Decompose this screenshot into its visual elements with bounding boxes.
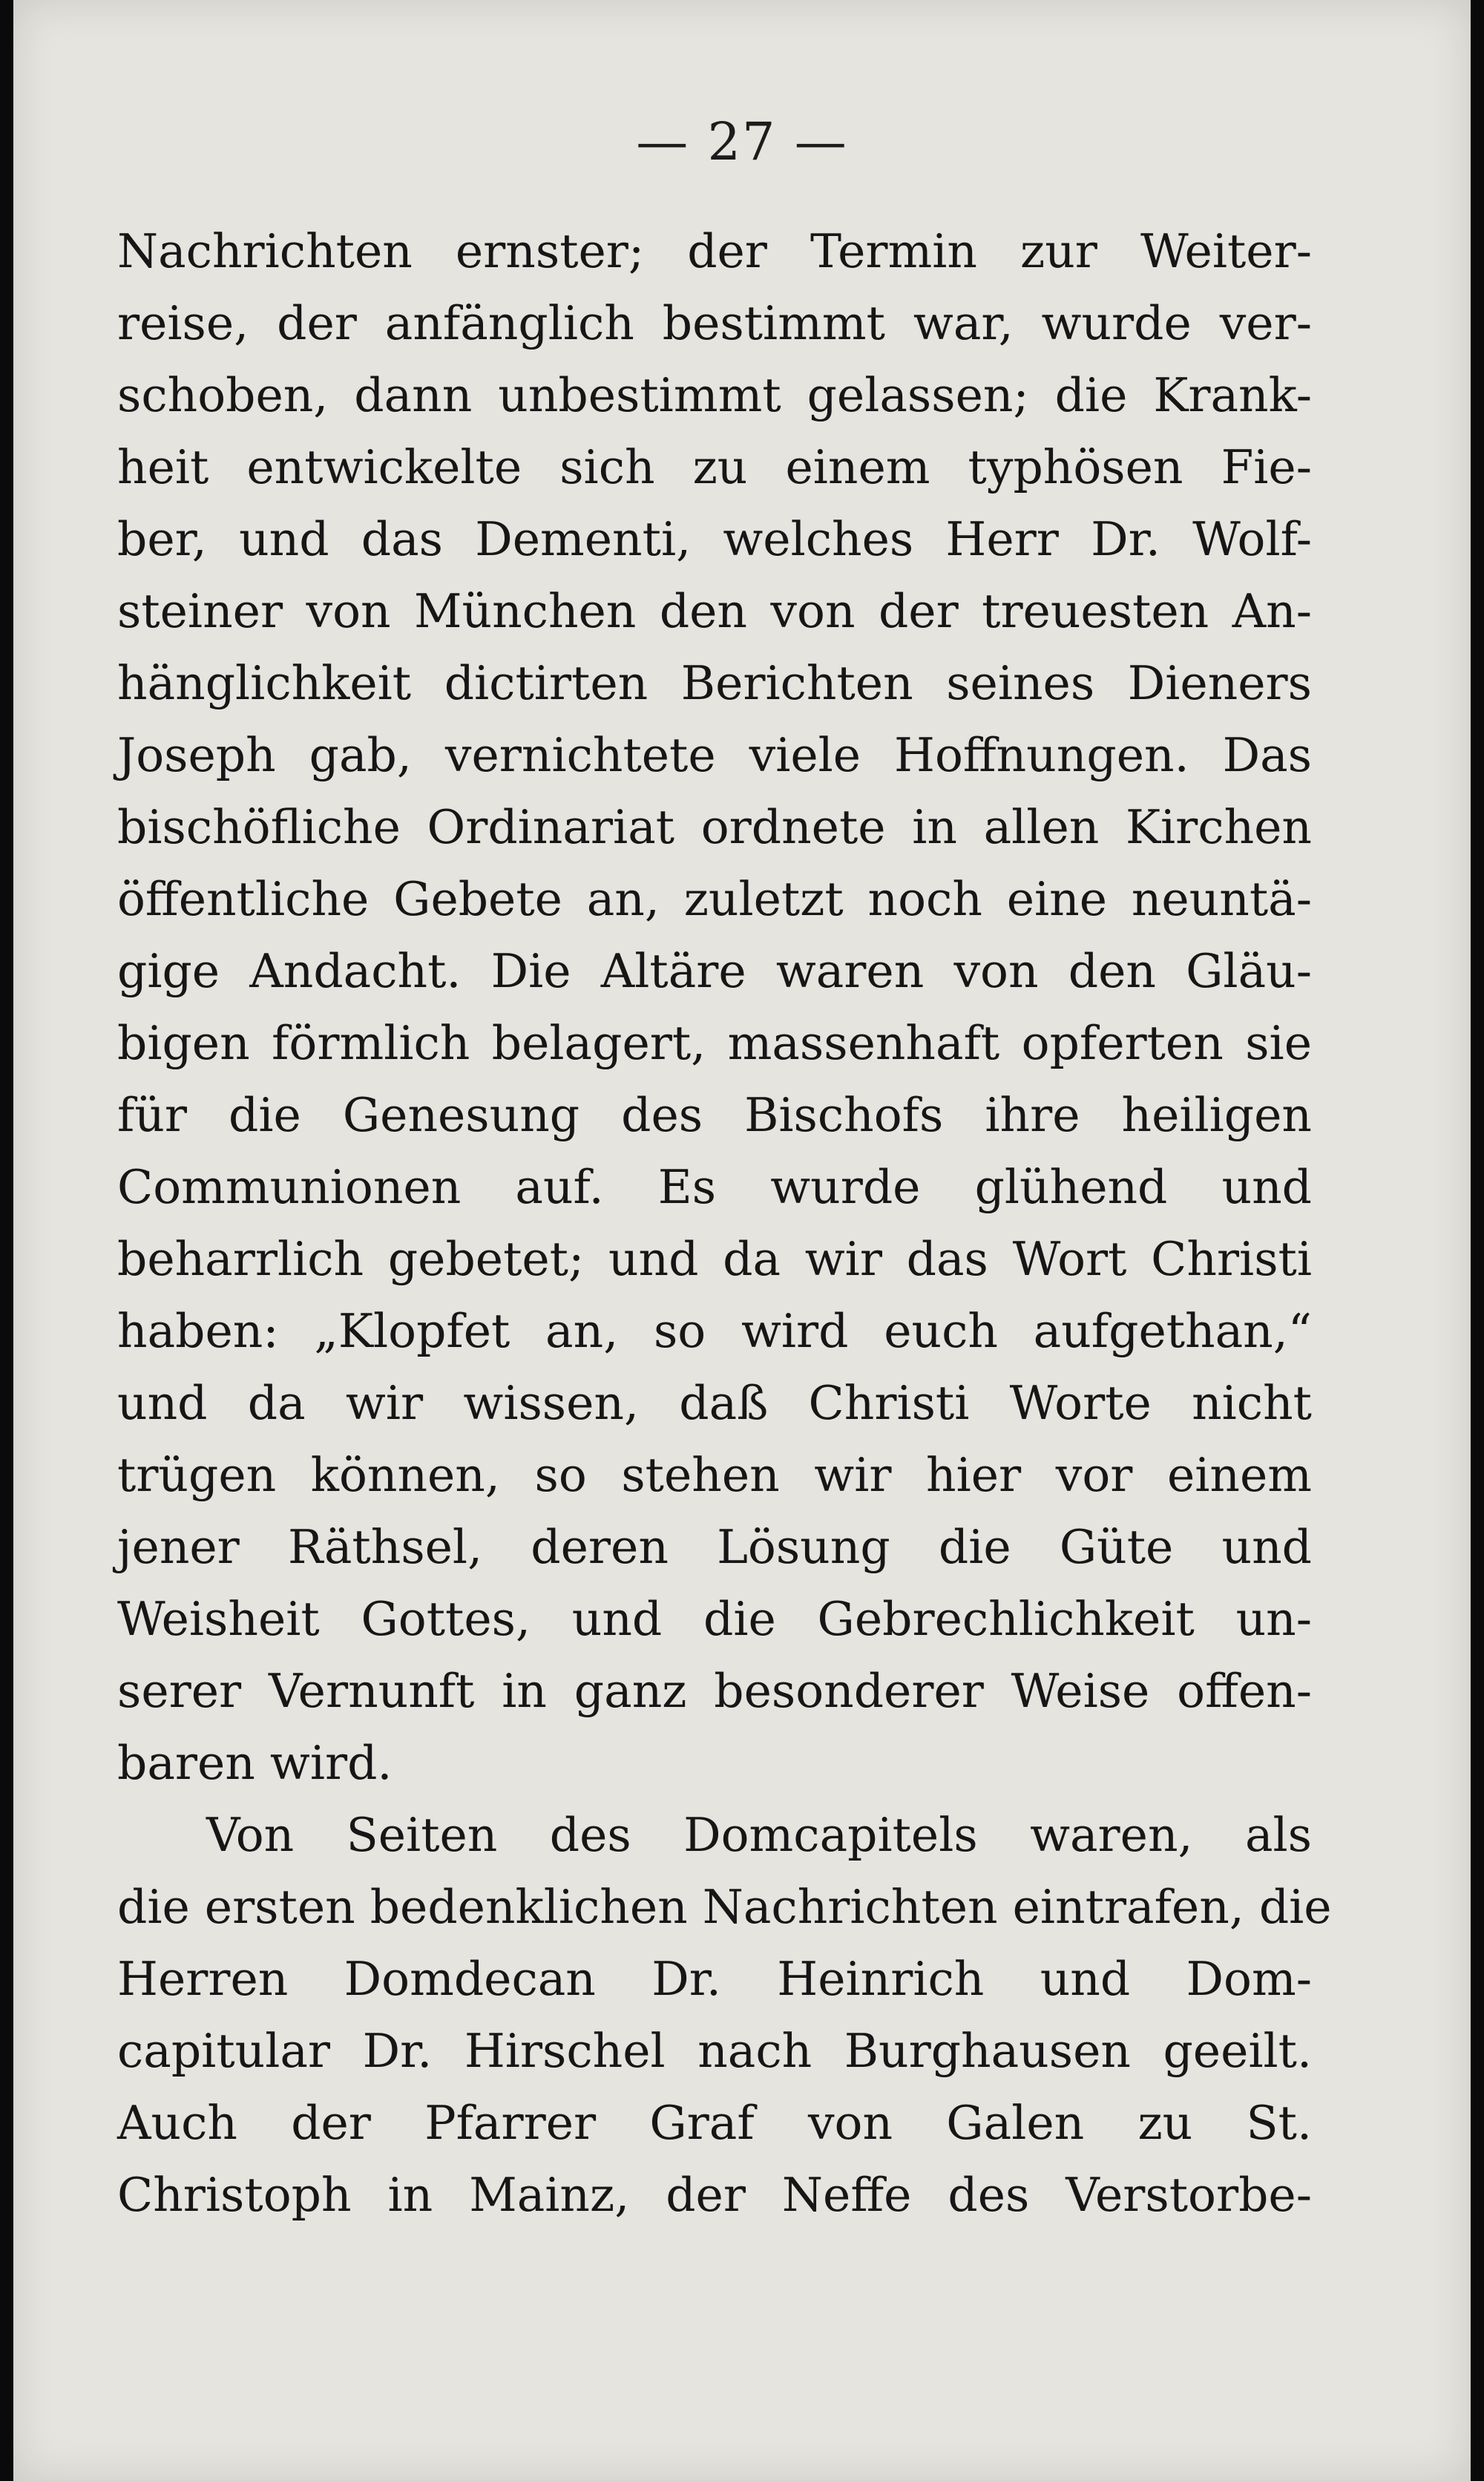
- text-line: bigen förmlich belagert, massenhaft opferten sie: [117, 1016, 1312, 1070]
- text-line: jener Räthsel, deren Lösung die Güte und: [117, 1520, 1312, 1574]
- text-line: serer Vernunft in ganz besonderer Weise offen-: [117, 1664, 1312, 1718]
- text-line: gige Andacht. Die Altäre waren von den Gläu-: [117, 944, 1312, 998]
- text-line: baren wird.: [117, 1736, 393, 1790]
- body-text: [117, 215, 1332, 2231]
- text-line: Von Seiten des Domcapitels waren, als: [206, 1808, 1312, 1862]
- text-line: trügen können, so stehen wir hier vor einem: [117, 1448, 1312, 1502]
- paragraph-2: [117, 1799, 1332, 2231]
- paragraph-1: [117, 215, 1312, 1799]
- text-line: bischöfliche Ordinariat ordnete in allen Kirchen: [117, 800, 1312, 854]
- text-line: beharrlich gebetet; und da wir das Wort Christi: [117, 1232, 1312, 1286]
- text-line: die ersten bedenklichen Nachrichten eintrafen, die: [117, 1880, 1332, 1934]
- text-line: Christoph in Mainz, der Neffe des Verstorbe-: [117, 2168, 1312, 2222]
- text-line: für die Genesung des Bischofs ihre heiligen: [117, 1088, 1312, 1142]
- text-line: Auch der Pfarrer Graf von Galen zu St.: [117, 2096, 1312, 2150]
- text-line: öffentliche Gebete an, zuletzt noch eine neuntä-: [117, 872, 1312, 926]
- text-line: capitular Dr. Hirschel nach Burghausen geeilt.: [117, 2024, 1312, 2078]
- text-line: reise, der anfänglich bestimmt war, wurde ver-: [117, 296, 1312, 350]
- book-page: [13, 0, 1471, 2481]
- text-line: steiner von München den von der treuesten An-: [117, 584, 1312, 638]
- page-number-header: — 27 —: [636, 111, 848, 172]
- text-line: haben: „Klopfet an, so wird euch aufgethan,“: [117, 1304, 1312, 1358]
- text-line: und da wir wissen, daß Christi Worte nicht: [117, 1376, 1312, 1430]
- text-line: Nachrichten ernster; der Termin zur Weiter-: [117, 224, 1312, 278]
- text-line: Herren Domdecan Dr. Heinrich und Dom-: [117, 1952, 1312, 2006]
- text-line: hänglichkeit dictirten Berichten seines Dieners: [117, 656, 1312, 710]
- text-line: ber, und das Dementi, welches Herr Dr. Wolf-: [117, 512, 1312, 566]
- text-line: Weisheit Gottes, und die Gebrechlichkeit un-: [117, 1592, 1312, 1646]
- text-line: heit entwickelte sich zu einem typhösen Fie-: [117, 440, 1312, 494]
- text-line: Communionen auf. Es wurde glühend und: [117, 1160, 1312, 1214]
- text-line: Joseph gab, vernichtete viele Hoffnungen. Das: [117, 728, 1312, 782]
- text-line: schoben, dann unbestimmt gelassen; die Krank-: [117, 368, 1312, 422]
